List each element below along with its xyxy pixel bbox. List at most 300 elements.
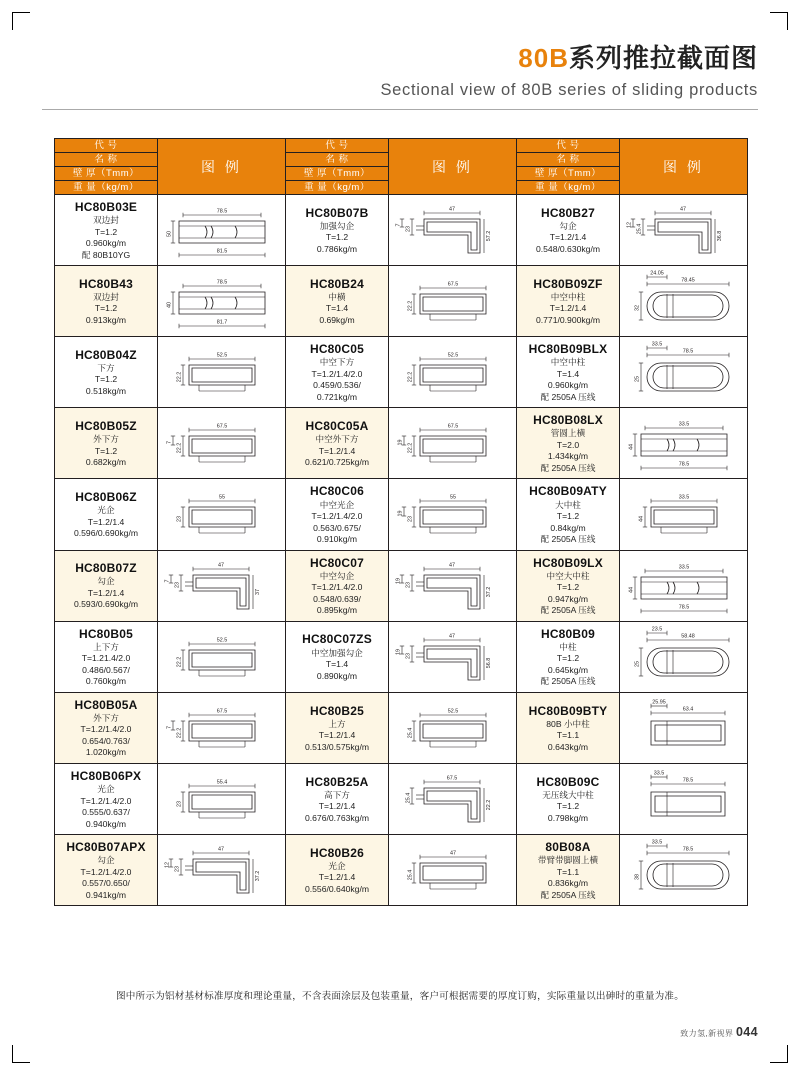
profile-code-cell — [286, 408, 389, 479]
svg-text:19: 19 — [397, 510, 404, 517]
profile-weight: 0.556/0.640kg/m — [304, 883, 370, 894]
profile-drawing — [390, 764, 516, 834]
page-footer-label: 致力氢,新视界 — [680, 1029, 734, 1038]
profile-code-cell — [55, 337, 158, 408]
profile-weight: 0.513/0.575kg/m — [304, 741, 370, 752]
profile-code: HC80B25 — [309, 703, 365, 718]
profile-code: HC80B06Z — [75, 490, 137, 505]
profile-thickness: T=1.2 — [94, 374, 118, 385]
profile-weight: 配 2505A 压线 — [540, 534, 596, 545]
svg-text:56.8: 56.8 — [485, 657, 492, 669]
profile-weight: 0.941kg/m — [85, 889, 127, 900]
spec-table-body — [55, 139, 748, 906]
profile-figure-cell — [158, 835, 286, 906]
svg-text:67.5: 67.5 — [447, 423, 458, 430]
profile-name: 中柱 — [559, 641, 577, 652]
svg-text:47: 47 — [217, 562, 224, 569]
profile-drawing — [159, 764, 285, 834]
profile-thickness: T=1.4 — [556, 368, 580, 379]
svg-text:78.5: 78.5 — [678, 461, 689, 468]
svg-text:47: 47 — [679, 206, 686, 213]
profile-drawing — [390, 195, 516, 265]
profile-weight: 0.960kg/m — [547, 380, 589, 391]
svg-text:25.4: 25.4 — [407, 869, 414, 881]
profile-drawing — [390, 408, 516, 478]
profile-figure-cell — [620, 408, 748, 479]
table-header-code: 代 号 — [286, 139, 389, 153]
table-header-weight: 重 量（kg/m） — [55, 181, 158, 195]
profile-drawing — [390, 337, 516, 407]
crop-mark-top-left — [12, 12, 30, 30]
profile-weight: 0.548/0.639/ — [313, 593, 361, 604]
profile-weight: 0.654/0.763/ — [82, 735, 130, 746]
profile-name: 外下方 — [93, 434, 119, 445]
svg-text:47: 47 — [217, 846, 224, 853]
profile-code-cell — [517, 692, 620, 763]
profile-drawing — [159, 835, 285, 905]
table-row — [55, 621, 748, 692]
profile-figure-cell — [389, 408, 517, 479]
profile-code: HC80B09ZF — [533, 276, 603, 291]
profile-weight: 配 2505A 压线 — [540, 889, 596, 900]
profile-figure-cell — [389, 266, 517, 337]
svg-text:67.5: 67.5 — [216, 423, 227, 430]
table-row — [55, 763, 748, 834]
profile-figure-cell — [620, 479, 748, 550]
table-row — [55, 337, 748, 408]
profile-weight: 0.643kg/m — [547, 741, 589, 752]
svg-text:81.5: 81.5 — [216, 248, 227, 255]
svg-text:12: 12 — [164, 862, 171, 869]
profile-weight: 0.645kg/m — [547, 664, 589, 675]
profile-drawing — [159, 408, 285, 478]
profile-figure-cell — [620, 337, 748, 408]
svg-text:25.4: 25.4 — [407, 727, 414, 739]
profile-name: 双边封 — [93, 215, 119, 226]
svg-text:22.2: 22.2 — [176, 371, 183, 383]
profile-code: HC80B07APX — [66, 840, 146, 855]
profile-thickness: T=1.1 — [556, 866, 580, 877]
profile-weight: 配 80B10YG — [81, 249, 131, 260]
table-header-thickness: 壁 厚（Tmm） — [55, 167, 158, 181]
profile-thickness: T=1.2 — [94, 303, 118, 314]
profile-figure-cell — [620, 621, 748, 692]
page-footer — [680, 1025, 758, 1039]
profile-code-cell — [286, 195, 389, 266]
profile-weight: 0.940kg/m — [85, 818, 127, 829]
profile-thickness: T=1.2/1.4 — [318, 872, 356, 883]
profile-thickness: T=1.2/1.4 — [87, 516, 125, 527]
profile-weight: 0.84kg/m — [550, 522, 586, 533]
svg-text:37: 37 — [254, 588, 261, 595]
svg-text:52.5: 52.5 — [447, 352, 458, 359]
profile-name: 无压线大中柱 — [542, 789, 594, 800]
table-header-row — [55, 139, 748, 153]
profile-name: 勾企 — [559, 220, 577, 231]
profile-weight: 0.563/0.675/ — [313, 522, 361, 533]
profile-weight: 0.895kg/m — [316, 605, 358, 616]
table-header-thickness: 壁 厚（Tmm） — [286, 167, 389, 181]
profile-code: HC80B09BLX — [528, 342, 608, 357]
profile-drawing — [159, 266, 285, 336]
profile-thickness: T=1.2/1.4/2.0 — [311, 368, 363, 379]
profile-code: HC80B25A — [305, 774, 369, 789]
svg-text:44: 44 — [628, 444, 635, 451]
profile-thickness: T=1.1 — [556, 730, 580, 741]
svg-text:33.5: 33.5 — [678, 564, 689, 571]
profile-code-cell — [517, 763, 620, 834]
svg-text:47: 47 — [449, 850, 456, 857]
profile-code: HC80B05 — [78, 626, 134, 641]
profile-thickness: T=1.2/1.4 — [549, 303, 587, 314]
profile-name: 加强勾企 — [319, 220, 355, 231]
profile-figure-cell — [620, 835, 748, 906]
title-divider — [42, 109, 758, 110]
svg-text:55.4: 55.4 — [216, 779, 227, 786]
table-row — [55, 835, 748, 906]
table-header-code: 代 号 — [55, 139, 158, 153]
profile-weight: 0.960kg/m — [85, 238, 127, 249]
profile-thickness: T=1.2/1.4 — [318, 801, 356, 812]
profile-code: HC80B07B — [305, 205, 369, 220]
profile-code: HC80B09BTY — [528, 703, 608, 718]
profile-name: 80B 小中柱 — [546, 718, 590, 729]
svg-text:25: 25 — [634, 376, 641, 383]
profile-code-cell — [517, 337, 620, 408]
svg-text:67.5: 67.5 — [447, 281, 458, 288]
profile-code-cell — [517, 266, 620, 337]
svg-text:22.2: 22.2 — [176, 443, 183, 454]
svg-text:47: 47 — [448, 206, 455, 213]
profile-name: 高下方 — [324, 789, 350, 800]
profile-drawing — [390, 551, 516, 621]
svg-text:78.45: 78.45 — [680, 277, 695, 284]
profile-weight: 配 2505A 压线 — [540, 462, 596, 473]
profile-name: 中空中柱 — [550, 357, 586, 368]
svg-text:78.5: 78.5 — [682, 348, 693, 355]
table-header-name: 名 称 — [55, 153, 158, 167]
profile-code: HC80B04Z — [75, 347, 137, 362]
table-header-figure: 图 例 — [389, 139, 517, 195]
svg-text:23: 23 — [405, 581, 412, 588]
crop-mark-bottom-right — [770, 1045, 788, 1063]
svg-text:23: 23 — [176, 801, 183, 808]
profile-code-cell — [286, 763, 389, 834]
profile-code-cell — [286, 621, 389, 692]
svg-text:7: 7 — [164, 579, 171, 583]
profile-thickness: T=1.2 — [556, 801, 580, 812]
profile-code: HC80B03E — [74, 200, 138, 214]
profile-drawing — [621, 764, 747, 834]
profile-figure-cell — [158, 266, 286, 337]
profile-name: 带臂带脚圆上横 — [537, 855, 599, 866]
profile-drawing — [159, 693, 285, 763]
profile-figure-cell — [389, 337, 517, 408]
svg-text:32: 32 — [634, 305, 641, 312]
svg-text:23: 23 — [174, 866, 181, 873]
profile-code-cell — [286, 337, 389, 408]
profile-thickness: T=1.2/1.4/2.0 — [80, 866, 132, 877]
table-header-weight: 重 量（kg/m） — [286, 181, 389, 195]
svg-text:78.5: 78.5 — [216, 208, 227, 215]
profile-code-cell — [55, 479, 158, 550]
profile-name: 勾企 — [97, 855, 115, 866]
table-row — [55, 550, 748, 621]
profile-figure-cell — [389, 550, 517, 621]
profile-figure-cell — [389, 621, 517, 692]
profile-thickness: T=1.4 — [325, 659, 349, 670]
svg-text:78.5: 78.5 — [216, 279, 227, 286]
profile-figure-cell — [158, 692, 286, 763]
spec-table — [54, 138, 748, 906]
svg-text:22.2: 22.2 — [407, 300, 414, 312]
svg-text:23: 23 — [176, 516, 183, 523]
profile-weight: 0.760kg/m — [85, 676, 127, 687]
svg-text:22.2: 22.2 — [485, 799, 492, 811]
profile-code-cell — [55, 408, 158, 479]
profile-figure-cell — [620, 763, 748, 834]
svg-text:7: 7 — [166, 441, 173, 445]
page-number: 044 — [735, 1025, 758, 1039]
profile-code: HC80B26 — [309, 845, 365, 860]
profile-figure-cell — [389, 479, 517, 550]
svg-text:52.5: 52.5 — [216, 637, 227, 644]
svg-text:63.4: 63.4 — [682, 706, 693, 713]
profile-code-cell — [55, 550, 158, 621]
table-row — [55, 479, 748, 550]
profile-weight: 0.786kg/m — [316, 243, 358, 254]
crop-mark-top-right — [770, 12, 788, 30]
svg-text:47: 47 — [448, 562, 455, 569]
profile-drawing — [390, 835, 516, 905]
profile-name: 外下方 — [93, 712, 119, 723]
profile-thickness: T=1.2/1.4 — [87, 587, 125, 598]
svg-text:58.48: 58.48 — [680, 633, 695, 640]
svg-text:67.5: 67.5 — [446, 775, 457, 782]
profile-code: HC80B05A — [74, 697, 138, 712]
profile-figure-cell — [158, 479, 286, 550]
svg-text:33.5: 33.5 — [678, 421, 689, 428]
table-header-figure: 图 例 — [620, 139, 748, 195]
profile-thickness: T=1.2 — [556, 653, 580, 664]
profile-weight: 0.69kg/m — [319, 314, 355, 325]
svg-text:23: 23 — [405, 652, 412, 659]
svg-text:23: 23 — [407, 516, 414, 523]
svg-text:7: 7 — [395, 223, 402, 227]
profile-drawing — [621, 408, 747, 478]
profile-name: 中空光企 — [319, 499, 355, 510]
table-row — [55, 195, 748, 266]
svg-text:78.5: 78.5 — [682, 777, 693, 784]
profile-thickness: T=1.2 — [556, 511, 580, 522]
svg-text:23: 23 — [174, 581, 181, 588]
profile-code: HC80B43 — [78, 276, 134, 291]
table-row — [55, 408, 748, 479]
profile-name: 光企 — [328, 860, 346, 871]
svg-text:23.5: 23.5 — [651, 626, 662, 633]
page-title-accent: 80B — [518, 43, 569, 73]
profile-name: 大中柱 — [555, 499, 581, 510]
table-header-name: 名 称 — [517, 153, 620, 167]
svg-text:78.5: 78.5 — [682, 846, 693, 853]
profile-name: 下方 — [97, 362, 115, 373]
profile-weight: 0.486/0.567/ — [82, 664, 130, 675]
svg-text:12: 12 — [626, 222, 633, 229]
profile-code-cell — [286, 550, 389, 621]
profile-code: HC80C07ZS — [302, 632, 372, 647]
profile-figure-cell — [158, 195, 286, 266]
profile-thickness: T=1.2 — [94, 445, 118, 456]
svg-text:67.5: 67.5 — [216, 708, 227, 715]
profile-weight: 1.020kg/m — [85, 747, 127, 758]
svg-text:33.5: 33.5 — [651, 839, 662, 846]
profile-weight: 0.459/0.536/ — [313, 380, 361, 391]
svg-text:40: 40 — [166, 302, 173, 309]
profile-weight: 0.910kg/m — [316, 534, 358, 545]
profile-weight: 0.596/0.690kg/m — [73, 528, 139, 539]
profile-name: 中空中柱 — [550, 291, 586, 302]
profile-figure-cell — [620, 266, 748, 337]
profile-figure-cell — [620, 550, 748, 621]
profile-weight: 0.557/0.650/ — [82, 878, 130, 889]
profile-name: 勾企 — [97, 576, 115, 587]
svg-text:38: 38 — [634, 874, 641, 881]
profile-code: HC80B09LX — [533, 555, 603, 570]
page-title-rest: 系列推拉截面图 — [568, 43, 758, 73]
profile-thickness: T=1.2 — [556, 582, 580, 593]
table-header-weight: 重 量（kg/m） — [517, 181, 620, 195]
svg-text:57.2: 57.2 — [485, 230, 492, 242]
svg-text:19: 19 — [397, 439, 404, 446]
svg-text:33.5: 33.5 — [653, 770, 664, 777]
svg-text:44: 44 — [638, 516, 645, 523]
profile-figure-cell — [158, 550, 286, 621]
profile-code: HC80C06 — [309, 484, 365, 499]
profile-drawing — [390, 479, 516, 549]
profile-code: HC80C05 — [309, 342, 365, 357]
page-header — [42, 44, 758, 110]
svg-text:55: 55 — [449, 494, 456, 501]
profile-code: HC80B06PX — [70, 768, 142, 783]
table-row — [55, 266, 748, 337]
spec-table-wrap — [54, 138, 746, 906]
profile-weight: 配 2505A 压线 — [540, 391, 596, 402]
table-header-figure: 图 例 — [158, 139, 286, 195]
profile-name: 双边封 — [93, 291, 119, 302]
profile-code: 80B08A — [545, 840, 591, 855]
profile-code-cell — [55, 266, 158, 337]
profile-thickness: T=1.2 — [325, 232, 349, 243]
profile-code: HC80B09C — [536, 774, 600, 789]
profile-code: HC80B08LX — [533, 413, 603, 428]
profile-figure-cell — [158, 621, 286, 692]
svg-text:37.2: 37.2 — [485, 586, 492, 597]
profile-code-cell — [517, 621, 620, 692]
profile-weight: 配 2505A 压线 — [540, 605, 596, 616]
profile-figure-cell — [620, 195, 748, 266]
profile-thickness: T=1.2/1.4/2.0 — [311, 582, 363, 593]
svg-text:81.7: 81.7 — [216, 319, 227, 326]
profile-code: HC80C07 — [309, 555, 365, 570]
profile-weight: 0.676/0.763kg/m — [304, 812, 370, 823]
profile-weight: 0.548/0.630kg/m — [535, 243, 601, 254]
svg-text:25.4: 25.4 — [636, 223, 643, 235]
profile-code-cell — [286, 835, 389, 906]
svg-text:23: 23 — [405, 226, 412, 233]
profile-code-cell — [517, 195, 620, 266]
svg-text:22.2: 22.2 — [176, 656, 183, 668]
svg-text:44: 44 — [628, 586, 635, 593]
profile-code-cell — [286, 266, 389, 337]
svg-text:25.4: 25.4 — [405, 792, 412, 804]
profile-weight: 0.621/0.725kg/m — [304, 457, 370, 468]
profile-thickness: T=1.2/1.4/2.0 — [80, 795, 132, 806]
profile-name: 中空加强勾企 — [311, 647, 363, 658]
profile-drawing — [621, 337, 747, 407]
profile-weight: 0.682kg/m — [85, 457, 127, 468]
profile-name: 上下方 — [93, 641, 119, 652]
svg-text:25: 25 — [634, 660, 641, 667]
profile-drawing — [621, 693, 747, 763]
footnote: 图中所示为铝材基材标准厚度和理论重量，不含表面涂层及包装重量，客户可根据需要的厚度订购，实际重量以出砷时的重量为准。 — [115, 991, 685, 1002]
crop-mark-bottom-left — [12, 1045, 30, 1063]
profile-code-cell — [55, 835, 158, 906]
profile-drawing — [390, 693, 516, 763]
table-header-thickness: 壁 厚（Tmm） — [517, 167, 620, 181]
svg-text:36.8: 36.8 — [716, 230, 723, 242]
svg-text:55: 55 — [218, 494, 225, 501]
profile-code: HC80B24 — [309, 276, 365, 291]
table-header-name: 名 称 — [286, 153, 389, 167]
profile-name: 管圆上横 — [550, 428, 586, 439]
profile-code: HC80B07Z — [75, 561, 137, 576]
svg-text:33.5: 33.5 — [678, 494, 689, 501]
svg-text:37.2: 37.2 — [254, 870, 261, 882]
profile-code-cell — [55, 692, 158, 763]
profile-weight: 0.721kg/m — [316, 391, 358, 402]
profile-code: HC80C05A — [305, 419, 369, 434]
profile-weight: 0.836kg/m — [547, 878, 589, 889]
profile-name: 中空勾企 — [319, 570, 355, 581]
profile-figure-cell — [389, 763, 517, 834]
profile-drawing — [159, 479, 285, 549]
profile-weight: 0.913kg/m — [85, 314, 127, 325]
profile-figure-cell — [620, 692, 748, 763]
profile-weight: 0.593/0.690kg/m — [73, 599, 139, 610]
page-title-en: Sectional view of 80B series of sliding products — [380, 80, 758, 99]
profile-name: 中空下方 — [319, 357, 355, 368]
profile-thickness: T=1.2/1.4 — [318, 445, 356, 456]
profile-drawing — [621, 551, 747, 621]
profile-thickness: T=1.4 — [325, 303, 349, 314]
profile-thickness: T=1.2/1.4 — [549, 232, 587, 243]
profile-drawing — [621, 479, 747, 549]
profile-code: HC80B09 — [540, 626, 596, 641]
profile-name: 中横 — [328, 291, 346, 302]
profile-weight: 1.434kg/m — [547, 451, 589, 462]
profile-code-cell — [517, 550, 620, 621]
profile-code: HC80B05Z — [75, 419, 137, 434]
profile-drawing — [621, 835, 747, 905]
svg-text:78.5: 78.5 — [678, 604, 689, 611]
profile-drawing — [621, 266, 747, 336]
table-row — [55, 692, 748, 763]
svg-text:52.5: 52.5 — [216, 352, 227, 359]
profile-thickness: T=1.2/1.4/2.0 — [80, 724, 132, 735]
profile-code: HC80B09ATY — [529, 484, 607, 499]
profile-drawing — [621, 195, 747, 265]
profile-drawing — [159, 195, 285, 265]
